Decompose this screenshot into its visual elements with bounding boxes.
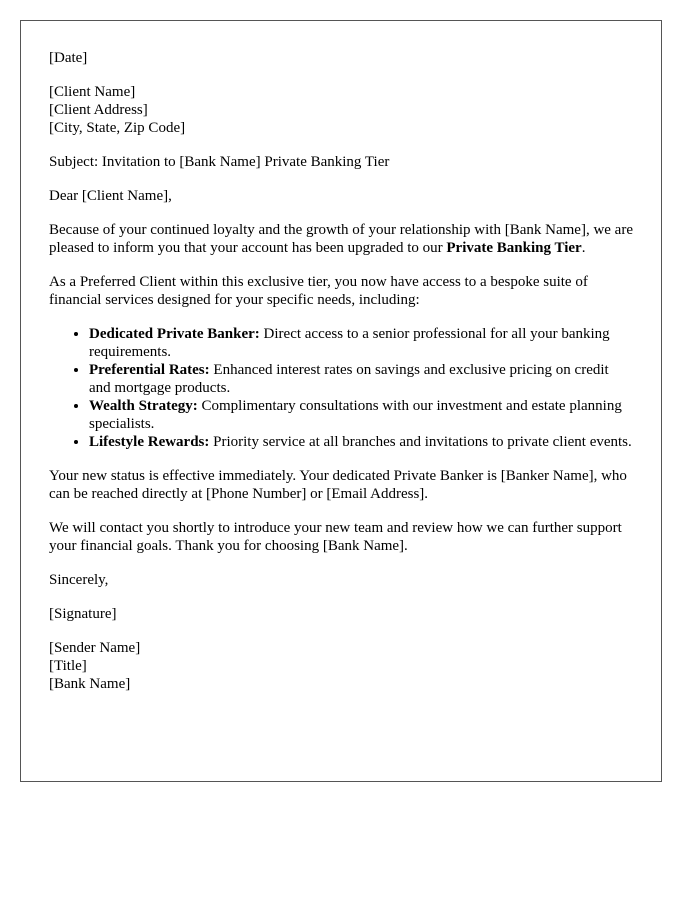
letter-page xyxy=(20,20,662,782)
letter-closing: Sincerely, xyxy=(49,572,109,588)
benefit-title: Lifestyle Rewards: xyxy=(89,434,210,450)
paragraph-upgrade xyxy=(49,221,633,257)
benefit-item-wealth-strategy xyxy=(89,397,633,433)
benefit-text: Complimentary consultations with our investment and estate planning specialists. xyxy=(89,398,622,432)
benefit-title: Preferential Rates: xyxy=(89,362,210,378)
benefit-text: Enhanced interest rates on savings and exclusive pricing on credit and mortgage products. xyxy=(89,362,609,396)
paragraph-services-intro: As a Preferred Client within this exclusive tier, you now have access to a bespoke suite of financial services designed for your specific needs, including: xyxy=(49,274,588,308)
paragraph-upgrade-end: . xyxy=(581,240,586,256)
letter-signature: [Signature] xyxy=(49,606,117,622)
sender-name: [Sender Name] xyxy=(49,640,141,656)
benefit-item-lifestyle-rewards xyxy=(89,433,633,451)
recipient-address: [Client Address] xyxy=(49,102,148,118)
recipient-city-state-zip: [City, State, Zip Code] xyxy=(49,120,186,136)
sender-title: [Title] xyxy=(49,658,87,674)
benefits-list xyxy=(49,325,633,451)
letter-date: [Date] xyxy=(49,50,88,66)
letter-salutation: Dear [Client Name], xyxy=(49,188,172,204)
benefit-item-dedicated-banker xyxy=(89,325,633,361)
paragraph-status: Your new status is effective immediately. Your dedicated Private Banker is [Banker Name], who can be reached directly at [Phone Number] or [Email Address]. xyxy=(49,468,627,502)
benefit-text: Direct access to a senior professional for all your banking requirements. xyxy=(89,326,610,360)
benefit-title: Wealth Strategy: xyxy=(89,398,198,414)
recipient-name: [Client Name] xyxy=(49,84,136,100)
benefit-item-preferential-rates xyxy=(89,361,633,397)
private-banking-tier-emphasis: Private Banking Tier xyxy=(446,240,582,256)
paragraph-follow-up: We will contact you shortly to introduce your new team and review how we can further support your financial goals. Thank you for choosing [Bank Name]. xyxy=(49,520,622,554)
recipient-block xyxy=(49,83,633,137)
paragraph-upgrade-text: Because of your continued loyalty and the growth of your relationship with [Bank Name], we are pleased to inform you that your account has been upgraded to our xyxy=(49,222,633,256)
sender-block xyxy=(49,639,633,693)
sender-bank: [Bank Name] xyxy=(49,676,131,692)
benefit-text: Priority service at all branches and invitations to private client events. xyxy=(209,434,632,450)
letter-subject: Subject: Invitation to [Bank Name] Private Banking Tier xyxy=(49,154,390,170)
benefit-title: Dedicated Private Banker: xyxy=(89,326,260,342)
